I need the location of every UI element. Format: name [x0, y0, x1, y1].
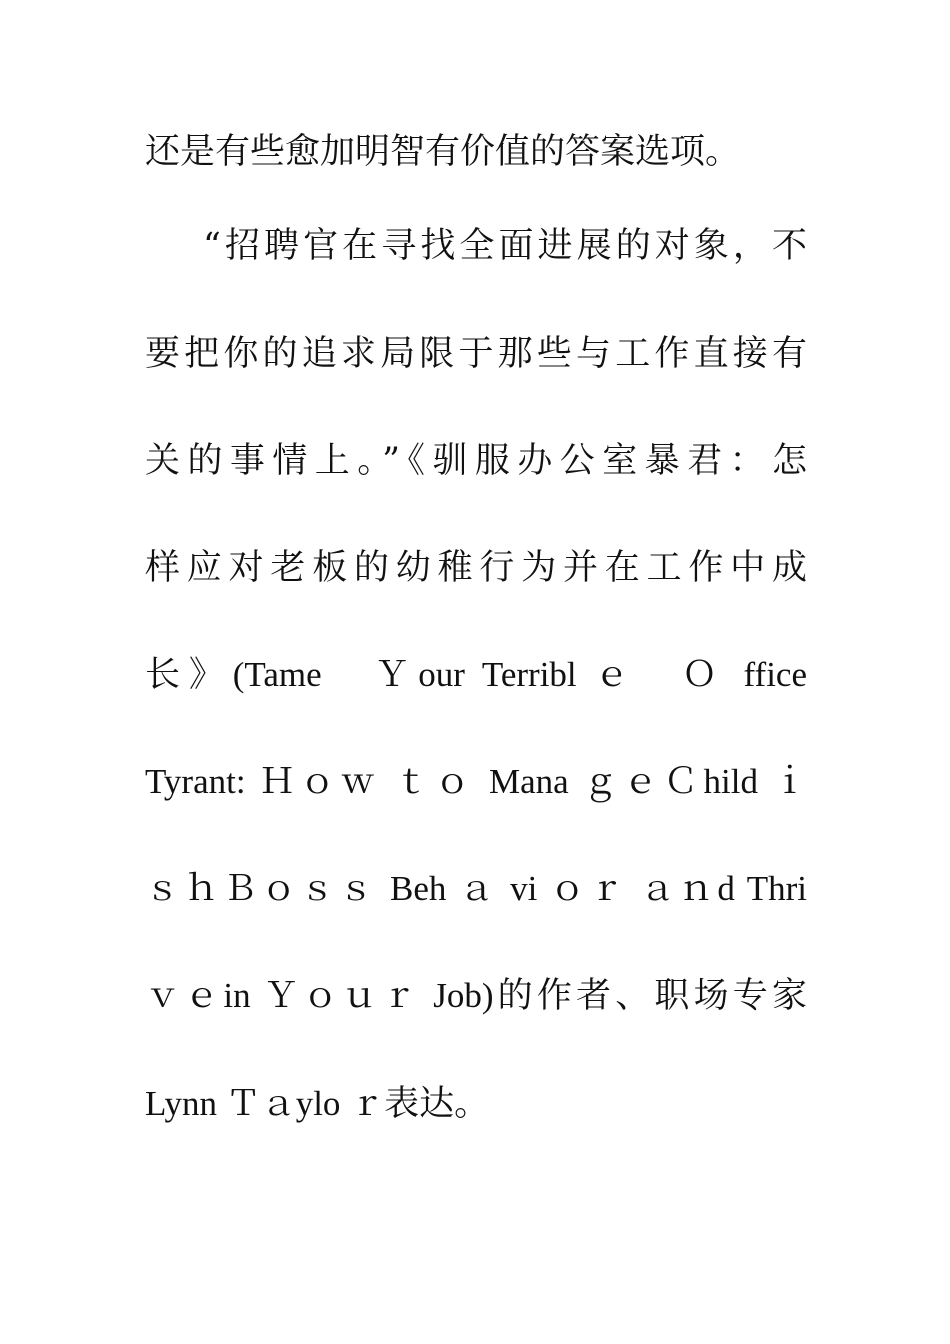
paragraph-line-7: Tyrant: Ｈｏｗ ｔｏ Mana ｇｅＣhild ｉ — [145, 762, 807, 801]
paragraph-line-9: ｖｅin Ｙｏｕｒ Job)的作者、职场专家 — [145, 976, 807, 1015]
paragraph-line-5: 样应对老板的幼稚行为并在工作中成 — [145, 548, 807, 588]
paragraph-line-2: “招聘官在寻找全面进展的对象，不 — [203, 226, 807, 266]
paragraph-line-10: Lynn Ｔａylo ｒ表达。 — [145, 1084, 490, 1123]
paragraph-line-3: 要把你的追求局限于那些与工作直接有 — [145, 334, 807, 374]
paragraph-line-1: 还是有些愈加明智有价值的答案选项。 — [145, 132, 741, 172]
paragraph-line-6: 长》(Tame Ｙour Terribl ｅ Ｏ ffice — [145, 655, 807, 694]
paragraph-line-4: 关的事情上。”《驯服办公室暴君：怎 — [145, 441, 807, 481]
paragraph-line-8: ｓｈＢｏｓｓ Beh ａ vi ｏｒ ａｎd Thri — [145, 869, 807, 908]
